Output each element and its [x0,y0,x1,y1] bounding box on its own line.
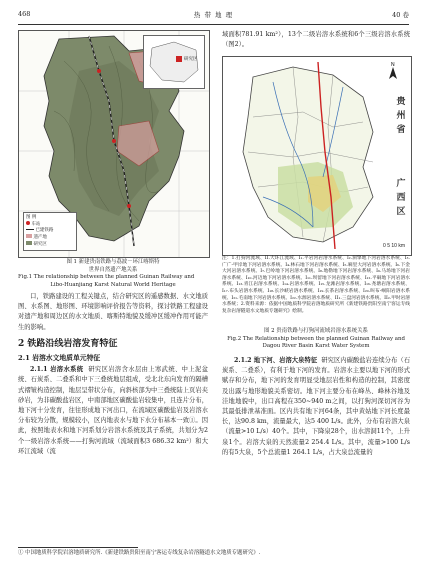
figure-1-caption-cn: 图 1 新建贵南铁路与荔波－环江喀斯特 [66,259,160,265]
legend-item: 已建铁路 [26,228,74,234]
inset-label: 研究区 [184,57,198,62]
paragraph [222,356,410,458]
page-number: 468 [18,10,31,18]
subsection-heading: 2.1 岩溶水文地质单元特征 [18,354,101,363]
paragraph [18,365,208,457]
figure-2-map [222,56,412,256]
figure-2-caption-cn: 图 2 贵南铁路与打狗河流域岩溶水系统关系 [264,328,368,334]
page-header [18,10,409,22]
paragraph-body: 研究区内碳酸盐岩连续分布（石炭系、二叠系），有利于地下河的发育。岩溶水主要以地下河的形式赋存和分布，地下河的发育明显受地层岩性和构造的控制，其密度及出露与地形地貌关系密切。地下河主要分布在峰丛、峰林谷地及洼地地貌中，出口高程在350~940 m之间，以打狗河深切河谷为其最低排泄基准面。区内共有地下河64条，其中黄姑地下河长度最长，达90.8 km，流量最大，达5 400 L/s。此外，分布有岩溶大泉（流量>10 L/s）40个。其中，下降泉28个，出水溶洞11个，上升泉1个。岩溶大泉的天然流量2 254.4 L/s。其中，流量>100 L/s的有5大泉，5个总流量1 264.1 L/s，占大泉总流量的 [222,357,410,456]
right-column-top [222,30,410,50]
journal-title: 热 带 地 理 [193,11,234,19]
svg-text:N: N [391,62,395,68]
scale-bar: 0 5 10 km [383,243,405,249]
figure-2-caption-en: Fig.2 The Relationship between the planned Guinan Railway and [227,335,405,342]
footnote-rule [18,547,138,548]
figure-1-caption-en: Fig.1 The relationship between the planned Guinan Railway and [18,274,195,280]
figure-1-caption-en2: Libo-Huanjiang Karst Natural World Heritage [50,281,176,288]
province-label-guizhou: 贵 州 省 [396,97,406,135]
province-label-guangxi: 广 西 区 [396,179,406,217]
paragraph-lead: 2.1.1 岩溶水系统 [30,366,84,374]
figure-1-caption [18,259,208,289]
inset-map [143,35,205,89]
legend-item: 车站 [26,221,74,228]
legend-title: 图 例 [26,215,37,220]
paragraph-lead: 2.1.2 地下河、岩溶大泉特征 [234,357,318,364]
paragraph-body: 研究区岩溶含水层由上寒武统、中上泥盆统、石炭系、二叠系和中下三叠统地层组成，受北北东向发育的隔槽式褶皱构造控制，地层呈带状分布，向斜核部为中三叠统陆上页岩夹砂岩，为非碳酸盐岩区，中南部地区碳酸盐岩较集中，且连片分布，地下河十分发育，往往形成地下河出口，在流域区碳酸盐岩及岩溶水分布较为分散，规模较小，区内地表水与地下水分布基本一致①。因此，按照地表水和地下河系划分岩溶水系统及其子系统，共划分为2个一级岩溶水系统——打狗河流域（流域面积3 686.32 km²）和大环江流域（流 [18,366,208,455]
section-heading: 2 铁路沿线岩溶发育特征 [18,338,118,349]
figure-2-caption-en2: Dagou River Basin Karst Water System [262,343,370,349]
figure-2-caption [222,328,410,351]
volume-label: 40 卷 [392,11,409,19]
legend-item: 遗产地 [26,234,74,241]
header-rule [18,24,409,25]
figure-2-note: 注：1.打狗河流域、II.大环江流域、I₁.平岩河岩溶水系统、I₂.洞擎地下河岩溶水系统、I₃.广广-甲岸地下河岩溶水系统、I₄.林石地下河岩溶水系统、I₅.嘀里大河岩溶水系统、I₆.下金大河岩溶水系统、I₇.巴岭地下河岩溶水系统、I₈.地勒地下河岩溶水系统、I₉.马场地下河岩溶水系统、I₁₀.河迈地下河岩溶水系统、I₁₁.坝留地下河岩溶水系统、I₁₂.平硐地下河岩溶水系统、I₁₃.青江岩溶水系统、I₁₄.岩溶水系统、I₁₅.龙滩岩溶水系统、I₁₆.尧塘岩溶水系统、I₁₇.布头岩溶水系统、I₁₈.长沙峡岩溶水系统、I₁₉.长茶岩溶水系统、I₂₀.叫布-峒阳岩溶水系统、I₂₁.毛南地下河岩溶水系统、I₂₂.水源岩溶水系统、II₁.三盘河岩溶水系统、II₂.甲时岩溶水系统；2.资料来源：依据中国地质科学院岩溶地质研究所《新建铁路贵阳至南宁客运专线复杂岩溶隧道水文地质专题研究》绘制。 [222,256,410,314]
paragraph: 域面积781.91 km²），13个二级岩溶水系统和6个三级岩溶水系统（图2）。 [222,31,410,49]
figure-1-map [18,30,210,258]
footnote: ① 中国地质科学院岩溶地质研究所.《新建铁路贵阳至南宁客运专线复杂岩溶隧道水文地质专题研究》. [18,550,261,556]
left-column [18,292,208,457]
figure-1-caption-cn2: 世界自然遗产地关系 [88,266,138,273]
figure-2-svg [223,57,411,255]
legend-item: 研究区 [26,241,74,248]
right-column [222,356,410,458]
figure-1-legend [23,212,77,251]
paragraph: 口，铁路建设的工程关键点，结合研究区的遥感数据、水文地质图、水系图、地形图、环境影响评价报告等资料，探讨铁路工程建设对遗产地和周边区的水文地质、喀斯特地貌及缓冲区缓冲作用可能产生的影响。 [18,293,208,331]
